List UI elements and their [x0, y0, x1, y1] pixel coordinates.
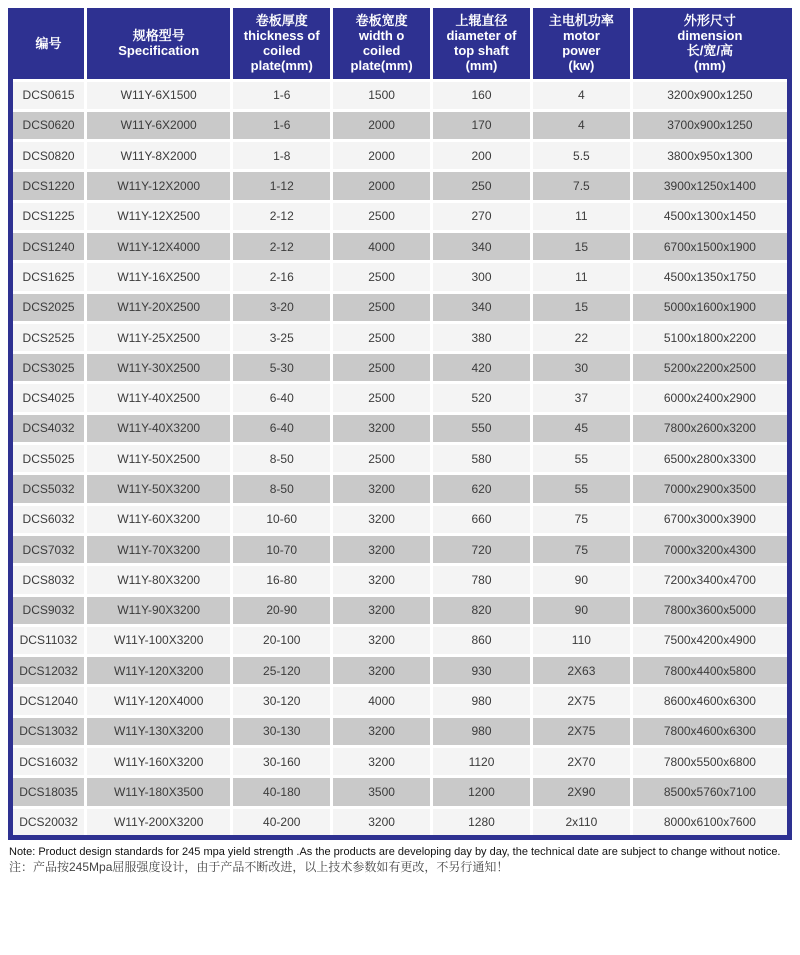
column-header-width [332, 8, 432, 80]
cell-motor-power: 55 [531, 444, 631, 474]
header-line: plate(mm) [250, 58, 313, 74]
cell-thickness: 8-50 [232, 474, 332, 504]
cell-number: DCS11032 [11, 625, 86, 655]
header-row [11, 8, 790, 80]
cell-top-shaft: 930 [432, 656, 532, 686]
cell-motor-power: 30 [531, 353, 631, 383]
header-line: (kw) [568, 58, 595, 74]
column-header-motor-power [531, 8, 631, 80]
cell-number: DCS4025 [11, 383, 86, 413]
cell-specification: W11Y-70X3200 [86, 534, 232, 564]
cell-width: 4000 [332, 686, 432, 716]
header-line: motor [562, 28, 600, 44]
table-row [11, 595, 790, 625]
cell-width: 2500 [332, 444, 432, 474]
column-header-specification [86, 8, 232, 80]
cell-number: DCS6032 [11, 504, 86, 534]
header-line: 卷板厚度 [255, 13, 308, 29]
cell-dimension: 6700x1500x1900 [631, 231, 789, 261]
cell-width: 3200 [332, 413, 432, 443]
cell-thickness: 2-16 [232, 262, 332, 292]
cell-width: 2500 [332, 322, 432, 352]
cell-dimension: 5000x1600x1900 [631, 292, 789, 322]
header-line: thickness of [243, 28, 320, 44]
header-line: diameter of [446, 28, 517, 44]
cell-specification: W11Y-40X3200 [86, 413, 232, 443]
cell-motor-power: 75 [531, 504, 631, 534]
cell-top-shaft: 1200 [432, 777, 532, 807]
cell-number: DCS18035 [11, 777, 86, 807]
header-line: 上辊直径 [455, 13, 508, 29]
table-row [11, 686, 790, 716]
cell-top-shaft: 980 [432, 716, 532, 746]
cell-number: DCS5032 [11, 474, 86, 504]
cell-motor-power: 2X75 [531, 686, 631, 716]
cell-width: 3200 [332, 716, 432, 746]
cell-motor-power: 37 [531, 383, 631, 413]
cell-thickness: 20-100 [232, 625, 332, 655]
table-row [11, 80, 790, 110]
cell-thickness: 10-60 [232, 504, 332, 534]
cell-width: 3200 [332, 747, 432, 777]
cell-specification: W11Y-60X3200 [86, 504, 232, 534]
cell-top-shaft: 200 [432, 141, 532, 171]
header-line: (mm) [465, 58, 498, 74]
table-row [11, 534, 790, 564]
cell-motor-power: 2X63 [531, 656, 631, 686]
table-row [11, 231, 790, 261]
column-header-top-shaft [432, 8, 532, 80]
cell-motor-power: 22 [531, 322, 631, 352]
cell-number: DCS8032 [11, 565, 86, 595]
cell-dimension: 7500x4200x4900 [631, 625, 789, 655]
cell-specification: W11Y-200X3200 [86, 807, 232, 837]
cell-width: 2500 [332, 292, 432, 322]
cell-top-shaft: 270 [432, 201, 532, 231]
table-row [11, 413, 790, 443]
cell-thickness: 8-50 [232, 444, 332, 474]
cell-number: DCS1220 [11, 171, 86, 201]
cell-width: 4000 [332, 231, 432, 261]
cell-motor-power: 2X70 [531, 747, 631, 777]
cell-dimension: 3800x950x1300 [631, 141, 789, 171]
cell-thickness: 1-8 [232, 141, 332, 171]
note-english: Note: Product design standards for 245 mpa yield strength .As the products are developing day by day, the technical date are subject to change without notice. [9, 845, 781, 858]
cell-dimension: 7200x3400x4700 [631, 565, 789, 595]
note-chinese: 注：产品按245Mpa屈服强度设计，由于产品不断改进，以上技术参数如有更改，不另行通知！ [9, 859, 509, 874]
cell-number: DCS16032 [11, 747, 86, 777]
cell-thickness: 40-200 [232, 807, 332, 837]
cell-dimension: 6500x2800x3300 [631, 444, 789, 474]
cell-dimension: 6700x3000x3900 [631, 504, 789, 534]
cell-dimension: 8000x6100x7600 [631, 807, 789, 837]
cell-specification: W11Y-16X2500 [86, 262, 232, 292]
cell-top-shaft: 620 [432, 474, 532, 504]
cell-motor-power: 15 [531, 292, 631, 322]
table-row [11, 383, 790, 413]
cell-motor-power: 11 [531, 201, 631, 231]
cell-dimension: 4500x1300x1450 [631, 201, 789, 231]
cell-width: 3200 [332, 504, 432, 534]
cell-number: DCS13032 [11, 716, 86, 746]
cell-width: 3200 [332, 534, 432, 564]
header-line: width o [358, 28, 405, 44]
table-row [11, 716, 790, 746]
cell-specification: W11Y-12X2500 [86, 201, 232, 231]
cell-number: DCS7032 [11, 534, 86, 564]
cell-thickness: 20-90 [232, 595, 332, 625]
cell-specification: W11Y-6X1500 [86, 80, 232, 110]
cell-width: 3200 [332, 625, 432, 655]
cell-number: DCS3025 [11, 353, 86, 383]
header-line: power [562, 43, 601, 59]
cell-motor-power: 7.5 [531, 171, 631, 201]
cell-motor-power: 5.5 [531, 141, 631, 171]
cell-specification: W11Y-50X3200 [86, 474, 232, 504]
cell-specification: W11Y-12X2000 [86, 171, 232, 201]
cell-motor-power: 90 [531, 595, 631, 625]
header-line: 编号 [35, 35, 62, 51]
cell-specification: W11Y-160X3200 [86, 747, 232, 777]
cell-dimension: 7800x3600x5000 [631, 595, 789, 625]
cell-specification: W11Y-100X3200 [86, 625, 232, 655]
cell-top-shaft: 340 [432, 292, 532, 322]
table-row [11, 444, 790, 474]
cell-number: DCS4032 [11, 413, 86, 443]
cell-number: DCS2525 [11, 322, 86, 352]
cell-thickness: 2-12 [232, 231, 332, 261]
cell-dimension: 8600x4600x6300 [631, 686, 789, 716]
cell-motor-power: 2x110 [531, 807, 631, 837]
cell-top-shaft: 340 [432, 231, 532, 261]
cell-dimension: 6000x2400x2900 [631, 383, 789, 413]
cell-motor-power: 15 [531, 231, 631, 261]
cell-width: 2500 [332, 353, 432, 383]
cell-top-shaft: 980 [432, 686, 532, 716]
cell-dimension: 7800x4400x5800 [631, 656, 789, 686]
cell-specification: W11Y-8X2000 [86, 141, 232, 171]
cell-specification: W11Y-80X3200 [86, 565, 232, 595]
cell-width: 2000 [332, 171, 432, 201]
cell-thickness: 30-120 [232, 686, 332, 716]
cell-top-shaft: 160 [432, 80, 532, 110]
cell-top-shaft: 820 [432, 595, 532, 625]
cell-dimension: 7800x4600x6300 [631, 716, 789, 746]
cell-thickness: 1-6 [232, 110, 332, 140]
cell-dimension: 4500x1350x1750 [631, 262, 789, 292]
cell-width: 3200 [332, 595, 432, 625]
cell-width: 3500 [332, 777, 432, 807]
table-row [11, 292, 790, 322]
cell-dimension: 3900x1250x1400 [631, 171, 789, 201]
cell-specification: W11Y-50X2500 [86, 444, 232, 474]
cell-top-shaft: 520 [432, 383, 532, 413]
cell-dimension: 7800x5500x6800 [631, 747, 789, 777]
cell-thickness: 40-180 [232, 777, 332, 807]
cell-specification: W11Y-6X2000 [86, 110, 232, 140]
cell-number: DCS0820 [11, 141, 86, 171]
cell-number: DCS5025 [11, 444, 86, 474]
cell-number: DCS1240 [11, 231, 86, 261]
table-row [11, 565, 790, 595]
table-row [11, 807, 790, 837]
cell-motor-power: 11 [531, 262, 631, 292]
cell-top-shaft: 300 [432, 262, 532, 292]
header-line: 卷板宽度 [355, 13, 408, 29]
table-row [11, 777, 790, 807]
cell-specification: W11Y-90X3200 [86, 595, 232, 625]
cell-thickness: 5-30 [232, 353, 332, 383]
cell-width: 2000 [332, 110, 432, 140]
table-row [11, 262, 790, 292]
cell-top-shaft: 660 [432, 504, 532, 534]
cell-number: DCS12032 [11, 656, 86, 686]
header-line: 主电机功率 [548, 13, 614, 29]
cell-thickness: 3-20 [232, 292, 332, 322]
cell-specification: W11Y-180X3500 [86, 777, 232, 807]
cell-top-shaft: 420 [432, 353, 532, 383]
column-header-dimension [631, 8, 789, 80]
cell-top-shaft: 580 [432, 444, 532, 474]
cell-thickness: 6-40 [232, 383, 332, 413]
footnotes [8, 845, 792, 875]
cell-thickness: 1-6 [232, 80, 332, 110]
cell-thickness: 30-130 [232, 716, 332, 746]
cell-top-shaft: 720 [432, 534, 532, 564]
cell-dimension: 3700x900x1250 [631, 110, 789, 140]
cell-number: DCS0615 [11, 80, 86, 110]
table-row [11, 474, 790, 504]
table-row [11, 504, 790, 534]
cell-thickness: 2-12 [232, 201, 332, 231]
cell-dimension: 7000x3200x4300 [631, 534, 789, 564]
cell-dimension: 7000x2900x3500 [631, 474, 789, 504]
cell-width: 2000 [332, 141, 432, 171]
cell-width: 3200 [332, 656, 432, 686]
header-line: coiled [262, 43, 301, 59]
header-line: plate(mm) [350, 58, 413, 74]
cell-top-shaft: 170 [432, 110, 532, 140]
cell-motor-power: 75 [531, 534, 631, 564]
header-line: 规格型号 [132, 28, 185, 44]
cell-motor-power: 4 [531, 110, 631, 140]
header-line: 外形尺寸 [683, 13, 736, 29]
cell-top-shaft: 1280 [432, 807, 532, 837]
header-line: dimension [677, 28, 743, 44]
cell-width: 3200 [332, 807, 432, 837]
cell-motor-power: 2X75 [531, 716, 631, 746]
table-row [11, 201, 790, 231]
table-header [11, 8, 790, 80]
cell-width: 3200 [332, 565, 432, 595]
cell-dimension: 7800x2600x3200 [631, 413, 789, 443]
cell-motor-power: 4 [531, 80, 631, 110]
cell-top-shaft: 780 [432, 565, 532, 595]
cell-dimension: 5200x2200x2500 [631, 353, 789, 383]
cell-number: DCS12040 [11, 686, 86, 716]
table-row [11, 353, 790, 383]
cell-width: 2500 [332, 383, 432, 413]
specifications-table [8, 8, 792, 840]
table-row [11, 747, 790, 777]
cell-motor-power: 2X90 [531, 777, 631, 807]
cell-thickness: 16-80 [232, 565, 332, 595]
cell-motor-power: 45 [531, 413, 631, 443]
header-line: top shaft [454, 43, 509, 59]
cell-motor-power: 90 [531, 565, 631, 595]
cell-number: DCS2025 [11, 292, 86, 322]
cell-thickness: 3-25 [232, 322, 332, 352]
table-body [11, 80, 790, 837]
cell-number: DCS9032 [11, 595, 86, 625]
cell-dimension: 3200x900x1250 [631, 80, 789, 110]
cell-motor-power: 55 [531, 474, 631, 504]
cell-specification: W11Y-12X4000 [86, 231, 232, 261]
cell-thickness: 1-12 [232, 171, 332, 201]
table-row [11, 141, 790, 171]
cell-width: 3200 [332, 474, 432, 504]
cell-specification: W11Y-25X2500 [86, 322, 232, 352]
header-line: Specification [118, 43, 200, 59]
cell-width: 1500 [332, 80, 432, 110]
table-row [11, 171, 790, 201]
cell-top-shaft: 1120 [432, 747, 532, 777]
cell-motor-power: 110 [531, 625, 631, 655]
table-row [11, 110, 790, 140]
cell-number: DCS0620 [11, 110, 86, 140]
cell-specification: W11Y-130X3200 [86, 716, 232, 746]
cell-thickness: 10-70 [232, 534, 332, 564]
cell-top-shaft: 380 [432, 322, 532, 352]
cell-top-shaft: 250 [432, 171, 532, 201]
cell-number: DCS1625 [11, 262, 86, 292]
table-row [11, 322, 790, 352]
cell-thickness: 25-120 [232, 656, 332, 686]
header-line: coiled [362, 43, 401, 59]
header-line: (mm) [694, 58, 726, 74]
cell-specification: W11Y-40X2500 [86, 383, 232, 413]
table-row [11, 656, 790, 686]
cell-thickness: 30-160 [232, 747, 332, 777]
column-header-number [11, 8, 86, 80]
cell-width: 2500 [332, 262, 432, 292]
table-row [11, 625, 790, 655]
header-line: 长/宽/高 [686, 43, 734, 59]
cell-top-shaft: 860 [432, 625, 532, 655]
cell-number: DCS1225 [11, 201, 86, 231]
cell-specification: W11Y-120X3200 [86, 656, 232, 686]
cell-number: DCS20032 [11, 807, 86, 837]
cell-specification: W11Y-30X2500 [86, 353, 232, 383]
cell-width: 2500 [332, 201, 432, 231]
cell-specification: W11Y-20X2500 [86, 292, 232, 322]
column-header-thickness [232, 8, 332, 80]
cell-dimension: 5100x1800x2200 [631, 322, 789, 352]
cell-specification: W11Y-120X4000 [86, 686, 232, 716]
cell-top-shaft: 550 [432, 413, 532, 443]
cell-thickness: 6-40 [232, 413, 332, 443]
cell-dimension: 8500x5760x7100 [631, 777, 789, 807]
